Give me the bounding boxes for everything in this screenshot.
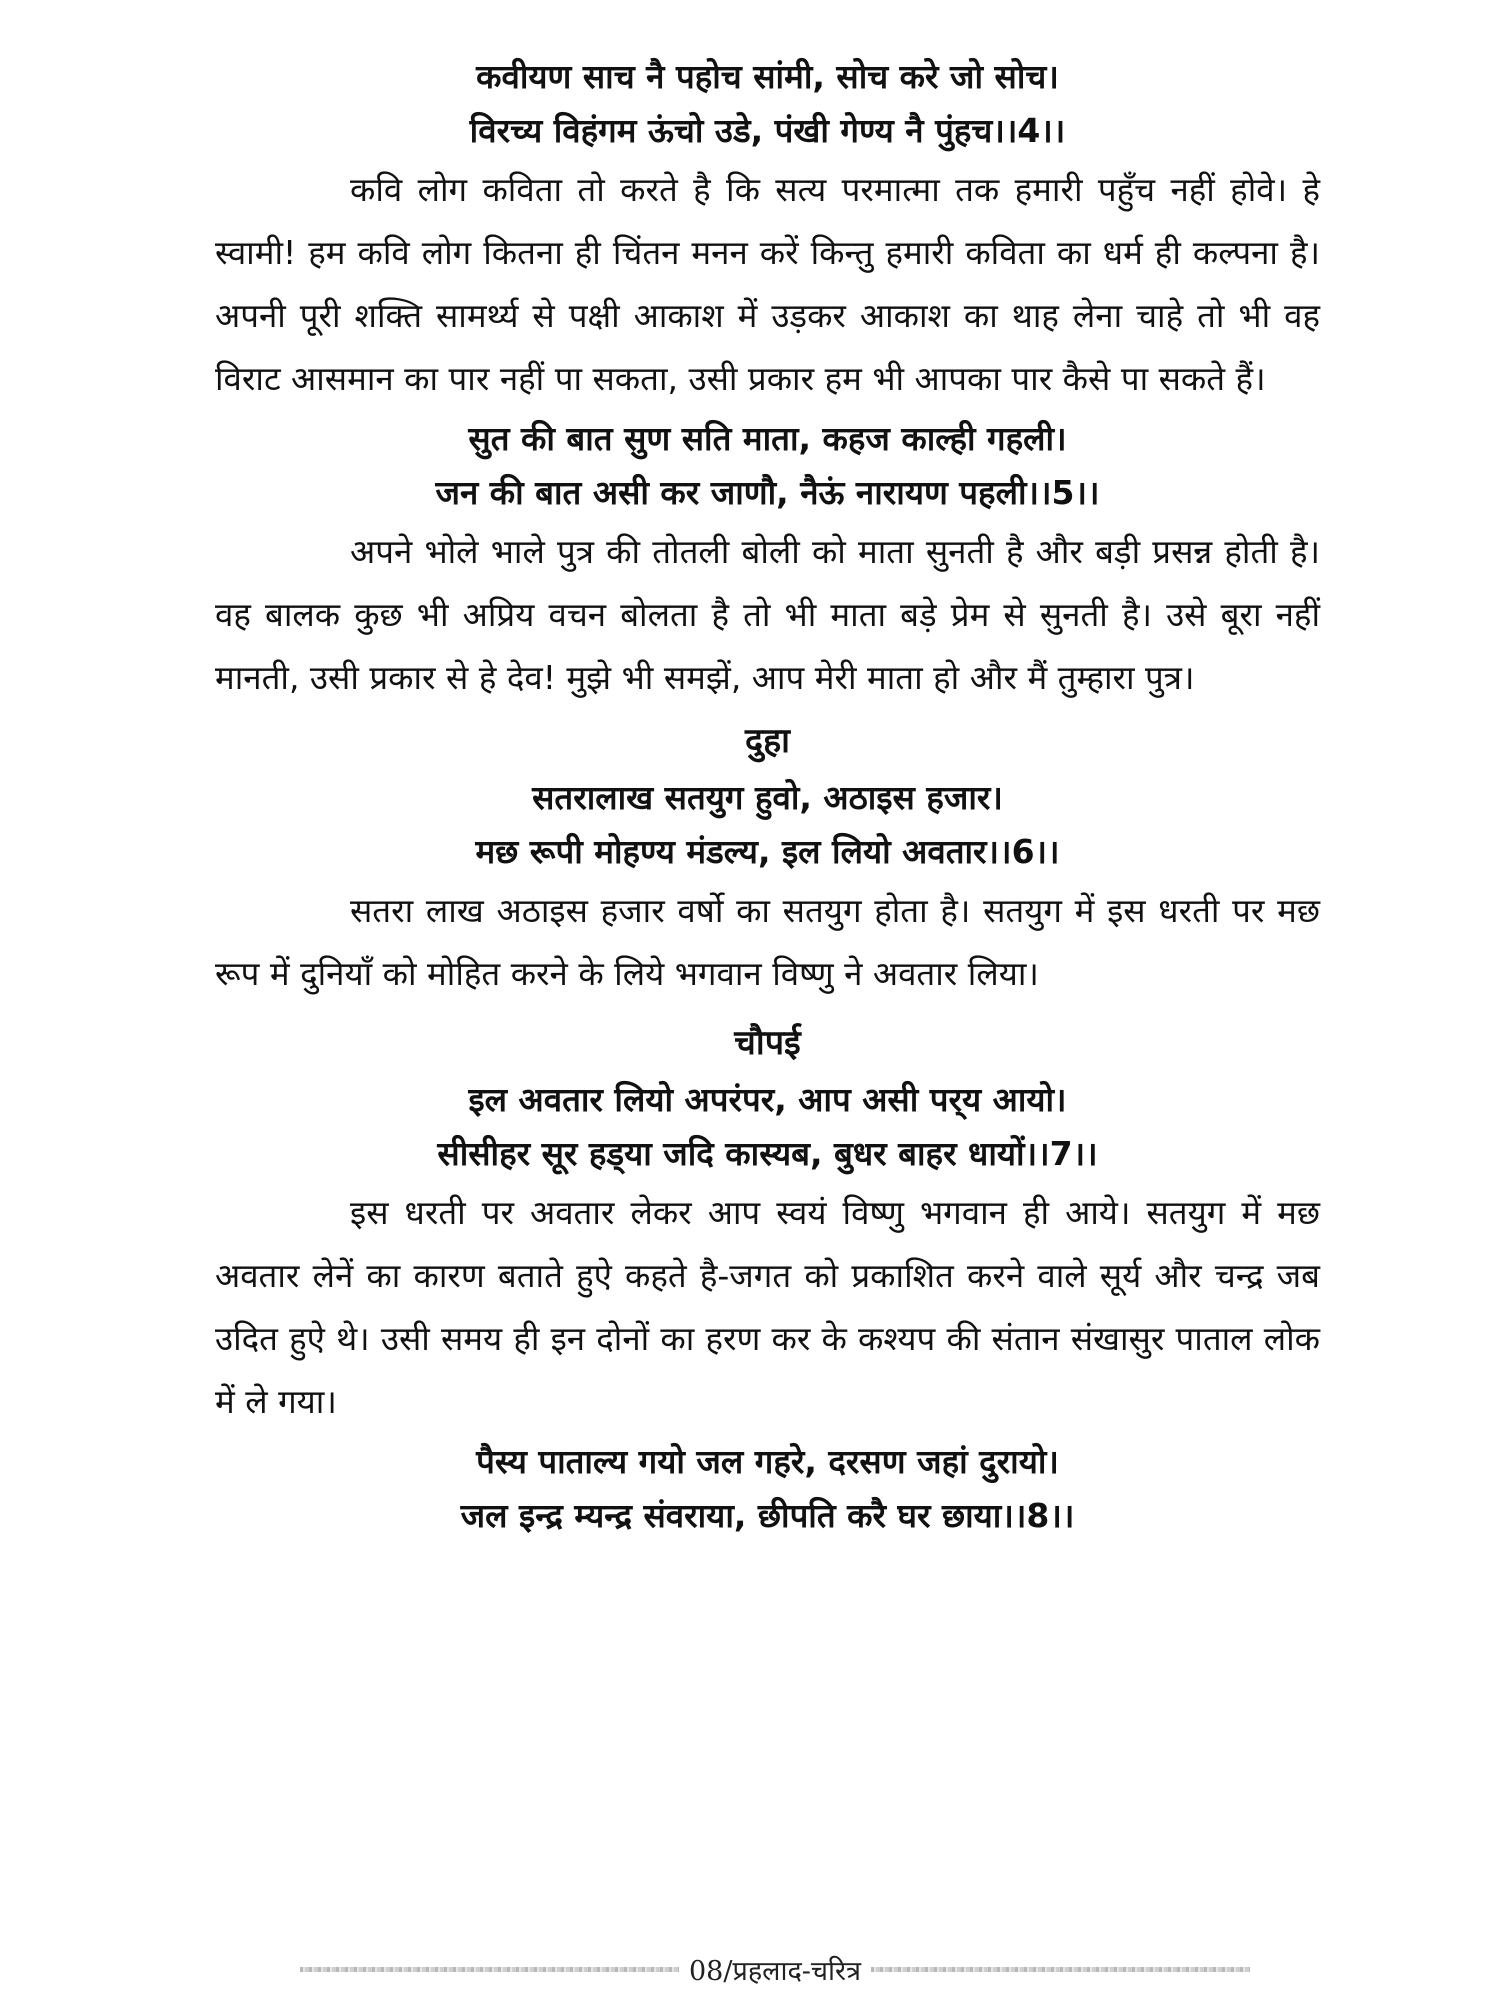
page-body — [215, 50, 1320, 1543]
footer-rule-left — [300, 1967, 679, 1972]
page-footer — [300, 1952, 1250, 1986]
section-heading-duha: दुहा — [745, 721, 790, 761]
commentary-5: अपने भोले भाले पुत्र की तोतली बोली को माता सुनती है और बड़ी प्रसन्न होती है। वह बालक कुछ भी अप्रिय वचन बोलता है तो भी माता बड़े प्रेम से सुनती है। उसे बूरा नहीं मानती, उसी प्रकार से हे देव! मुझे भी समझें, आप मेरी माता हो और मैं तुम्हारा पुत्र। — [215, 532, 1320, 697]
commentary-7: इस धरती पर अवतार लेकर आप स्वयं विष्णु भगवान ही आये। सतयुग में मछ अवतार लेनें का कारण बताते हुऐ कहते है-जगत को प्रकाशित करने वाले सूर्य और चन्द्र जब उदित हुऐ थे। उसी समय ही इन दोनों का हरण कर के कश्यप की संतान संखासुर पाताल लोक में ले गया। — [215, 1193, 1320, 1421]
page-number-label: 08/प्रहलाद-चरित्र — [689, 1955, 861, 1987]
verse-7-line-2: सीसीहर सूर हड्‌या जदि कास्यब, बुधर बाहर धायों।।7।। — [437, 1134, 1098, 1173]
verse-6-line-2: मछ रूपी मोहण्य मंडल्य, इल लियो अवतार।।6।। — [475, 832, 1060, 871]
verse-7-line-1: इल अवतार लियो अपरंपर, आप असी पर्‌य आयो। — [468, 1080, 1067, 1119]
verse-4-line-2: विरच्य विहंगम ऊंचो उडे, पंखी गेण्य नै पुंहच।।4।। — [469, 111, 1066, 150]
verse-6-line-1: सतरालाख सतयुग हुवो, अठाइस हजार। — [532, 778, 1003, 817]
verse-8-line-1: पैस्य पाताल्य गयो जल गहरे, दरसण जहां दुरायो। — [476, 1442, 1059, 1481]
verse-5-line-1: सुत की बात सुण सति माता, कहज काल्ही गहली। — [468, 419, 1067, 458]
verse-5-line-2: जन की बात असी कर जाणौ, नैऊं नारायण पहली।।5।। — [435, 473, 1100, 512]
commentary-4: कवि लोग कविता तो करते है कि सत्य परमात्मा तक हमारी पहुँच नहीं होवे। हे स्वामी! हम कवि लोग कितना ही चिंतन मनन करें किन्तु हमारी कविता का धर्म ही कल्पना है। अपनी पूरी शक्ति सामर्थ्य से पक्षी आकाश में उड़कर आकाश का थाह लेना चाहे तो भी वह विराट आसमान का पार नहीं पा सकता, उसी प्रकार हम भी आपका पार कैसे पा सकते हैं। — [215, 170, 1320, 398]
section-heading-chaupai: चौपई — [734, 1023, 801, 1063]
verse-8-line-2: जल इन्द्र म्यन्द्र संवराया, छीपति करै घर छाया।।8।। — [460, 1496, 1075, 1535]
verse-4-line-1: कवीयण साच नै पहोच सांमी, सोच करे जो सोच। — [476, 57, 1059, 96]
commentary-6: सतरा लाख अठाइस हजार वर्षो का सतयुग होता है। सतयुग में इस धरती पर मछ रूप में दुनियाँ को मोहित करने के लिये भगवान विष्णु ने अवतार लिया। — [215, 891, 1320, 993]
footer-rule-right — [871, 1967, 1250, 1972]
